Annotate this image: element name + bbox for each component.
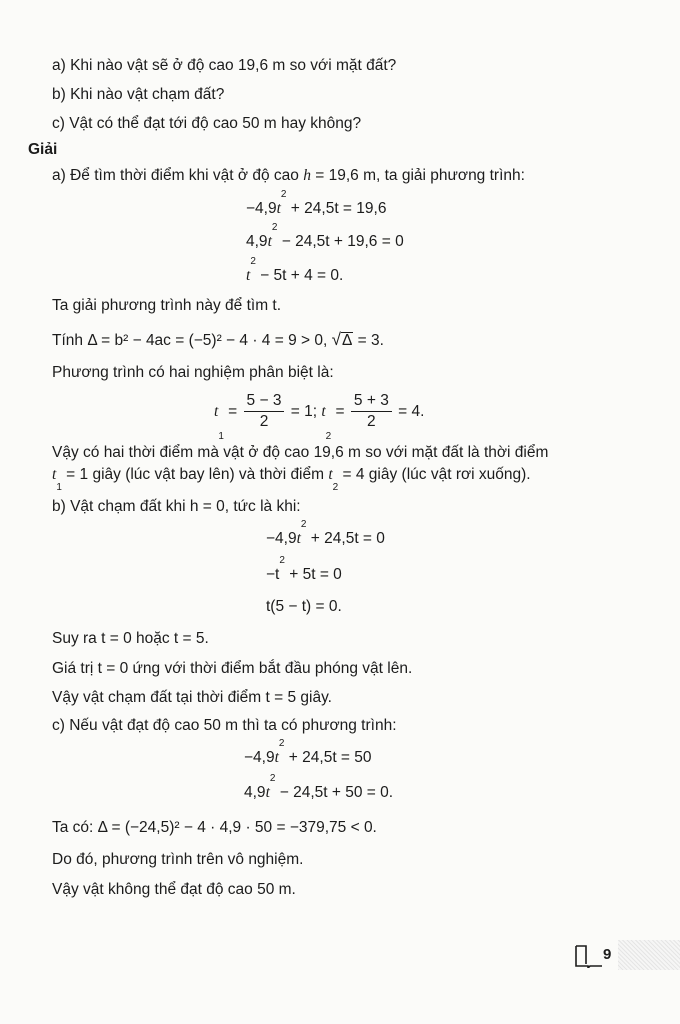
part-c-equation-2: $4,9t^2 - 24,5t + 50 = 0$. — [244, 773, 394, 801]
page-corner-pattern — [618, 940, 680, 970]
part-a-conclusion-1: Vậy có hai thời điểm mà vật ở độ cao 19,6 m so với mặt đất là thời điểm — [52, 444, 549, 461]
part-a-roots-formula: $t_1$ = $\frac{5 - 3}{2}$ = 1; $t_2$ = $\frac{5 + 3}{2}$ = 4. — [214, 392, 425, 442]
part-a-equation-2: $4,9t^2 - 24,5t + 19,6 = 0$ — [246, 222, 404, 250]
page-number: 9 — [603, 946, 612, 963]
part-b-equation-1: $-4,9t^2 + 24,5t = 0$ — [266, 519, 385, 547]
part-a-roots-line: Phương trình có hai nghiệm phân biệt là: — [52, 364, 334, 381]
part-a-conclusion-2: $t_1 = 1$ giây (lúc vật bay lên) và thời điểm $t_2 = 4$ giây (lúc vật rơi xuống). — [52, 466, 531, 493]
part-b-result-1: Suy ra t = 0 hoặc t = 5. — [52, 630, 209, 647]
delta-prefix: Tính — [52, 332, 88, 349]
question-b: b) Khi nào vật chạm đất? — [52, 86, 225, 103]
eq-rest: − 24,5t + 19,6 = 0 — [277, 233, 404, 250]
part-c-result-1: Do đó, phương trình trên vô nghiệm. — [52, 851, 304, 868]
question-a: a) Khi nào vật sẽ ở độ cao 19,6 m so với mặt đất? — [52, 57, 397, 74]
t1-fraction: $\frac{5 - 3}{2}$ — [244, 391, 285, 432]
part-c-equation-1: $-4,9t^2 + 24,5t = 50$ — [244, 738, 372, 766]
part-b-result-2: Giá trị t = 0 ứng với thời điểm bắt đầu phóng vật lên. — [52, 660, 413, 677]
part-b-equation-2: $-t^2 + 5t = 0$ — [266, 555, 342, 583]
part-b-result-3: Vậy vật chạm đất tại thời điểm t = 5 giây. — [52, 689, 332, 706]
part-b-equation-3: t(5 − t) = 0. — [266, 598, 342, 615]
eq-rest: + 24,5t = 19,6 — [286, 200, 387, 217]
part-a-equation-3: $t^2 - 5t + 4 = 0$. — [246, 256, 344, 284]
part-a-delta-line — [52, 330, 384, 351]
t2-label: t — [321, 403, 326, 420]
part-c-delta-line: Ta có: Δ = (−24,5)² − 4 · 4,9 · 50 = −379,75 < 0. — [52, 819, 377, 836]
part-a-intro-h: h — [303, 167, 311, 184]
part-a-solve-line: Ta giải phương trình này để tìm t. — [52, 297, 282, 314]
part-a-equation-1: $-4,9t^2 + 24,5t = 19,6$ — [246, 189, 387, 217]
t1-label: t — [214, 403, 219, 420]
part-a-intro — [52, 166, 525, 186]
eq-coef: 4,9 — [246, 233, 268, 250]
book-icon — [574, 944, 604, 968]
question-c: c) Vật có thể đạt tới độ cao 50 m hay không? — [52, 115, 362, 132]
solution-heading: Giải — [28, 141, 58, 158]
delta-result: = 3. — [353, 332, 384, 349]
sqrt-delta: √Δ — [331, 330, 353, 349]
part-a-intro-post: = 19,6 m, ta giải phương trình: — [310, 167, 525, 184]
part-c-result-2: Vậy vật không thể đạt độ cao 50 m. — [52, 881, 296, 898]
delta-formula: Δ = b² − 4ac = (−5)² − 4 · 4 = 9 > 0, — [87, 332, 332, 349]
t2-fraction: $\frac{5 + 3}{2}$ — [351, 391, 392, 432]
part-b-intro: b) Vật chạm đất khi h = 0, tức là khi: — [52, 498, 301, 515]
eq-coef: −4,9 — [246, 200, 277, 217]
eq-rest: − 5t + 4 = 0. — [255, 267, 344, 284]
part-a-intro-pre: a) Để tìm thời điểm khi vật ở độ cao — [52, 167, 304, 184]
part-c-intro: c) Nếu vật đạt độ cao 50 m thì ta có phương trình: — [52, 717, 397, 734]
